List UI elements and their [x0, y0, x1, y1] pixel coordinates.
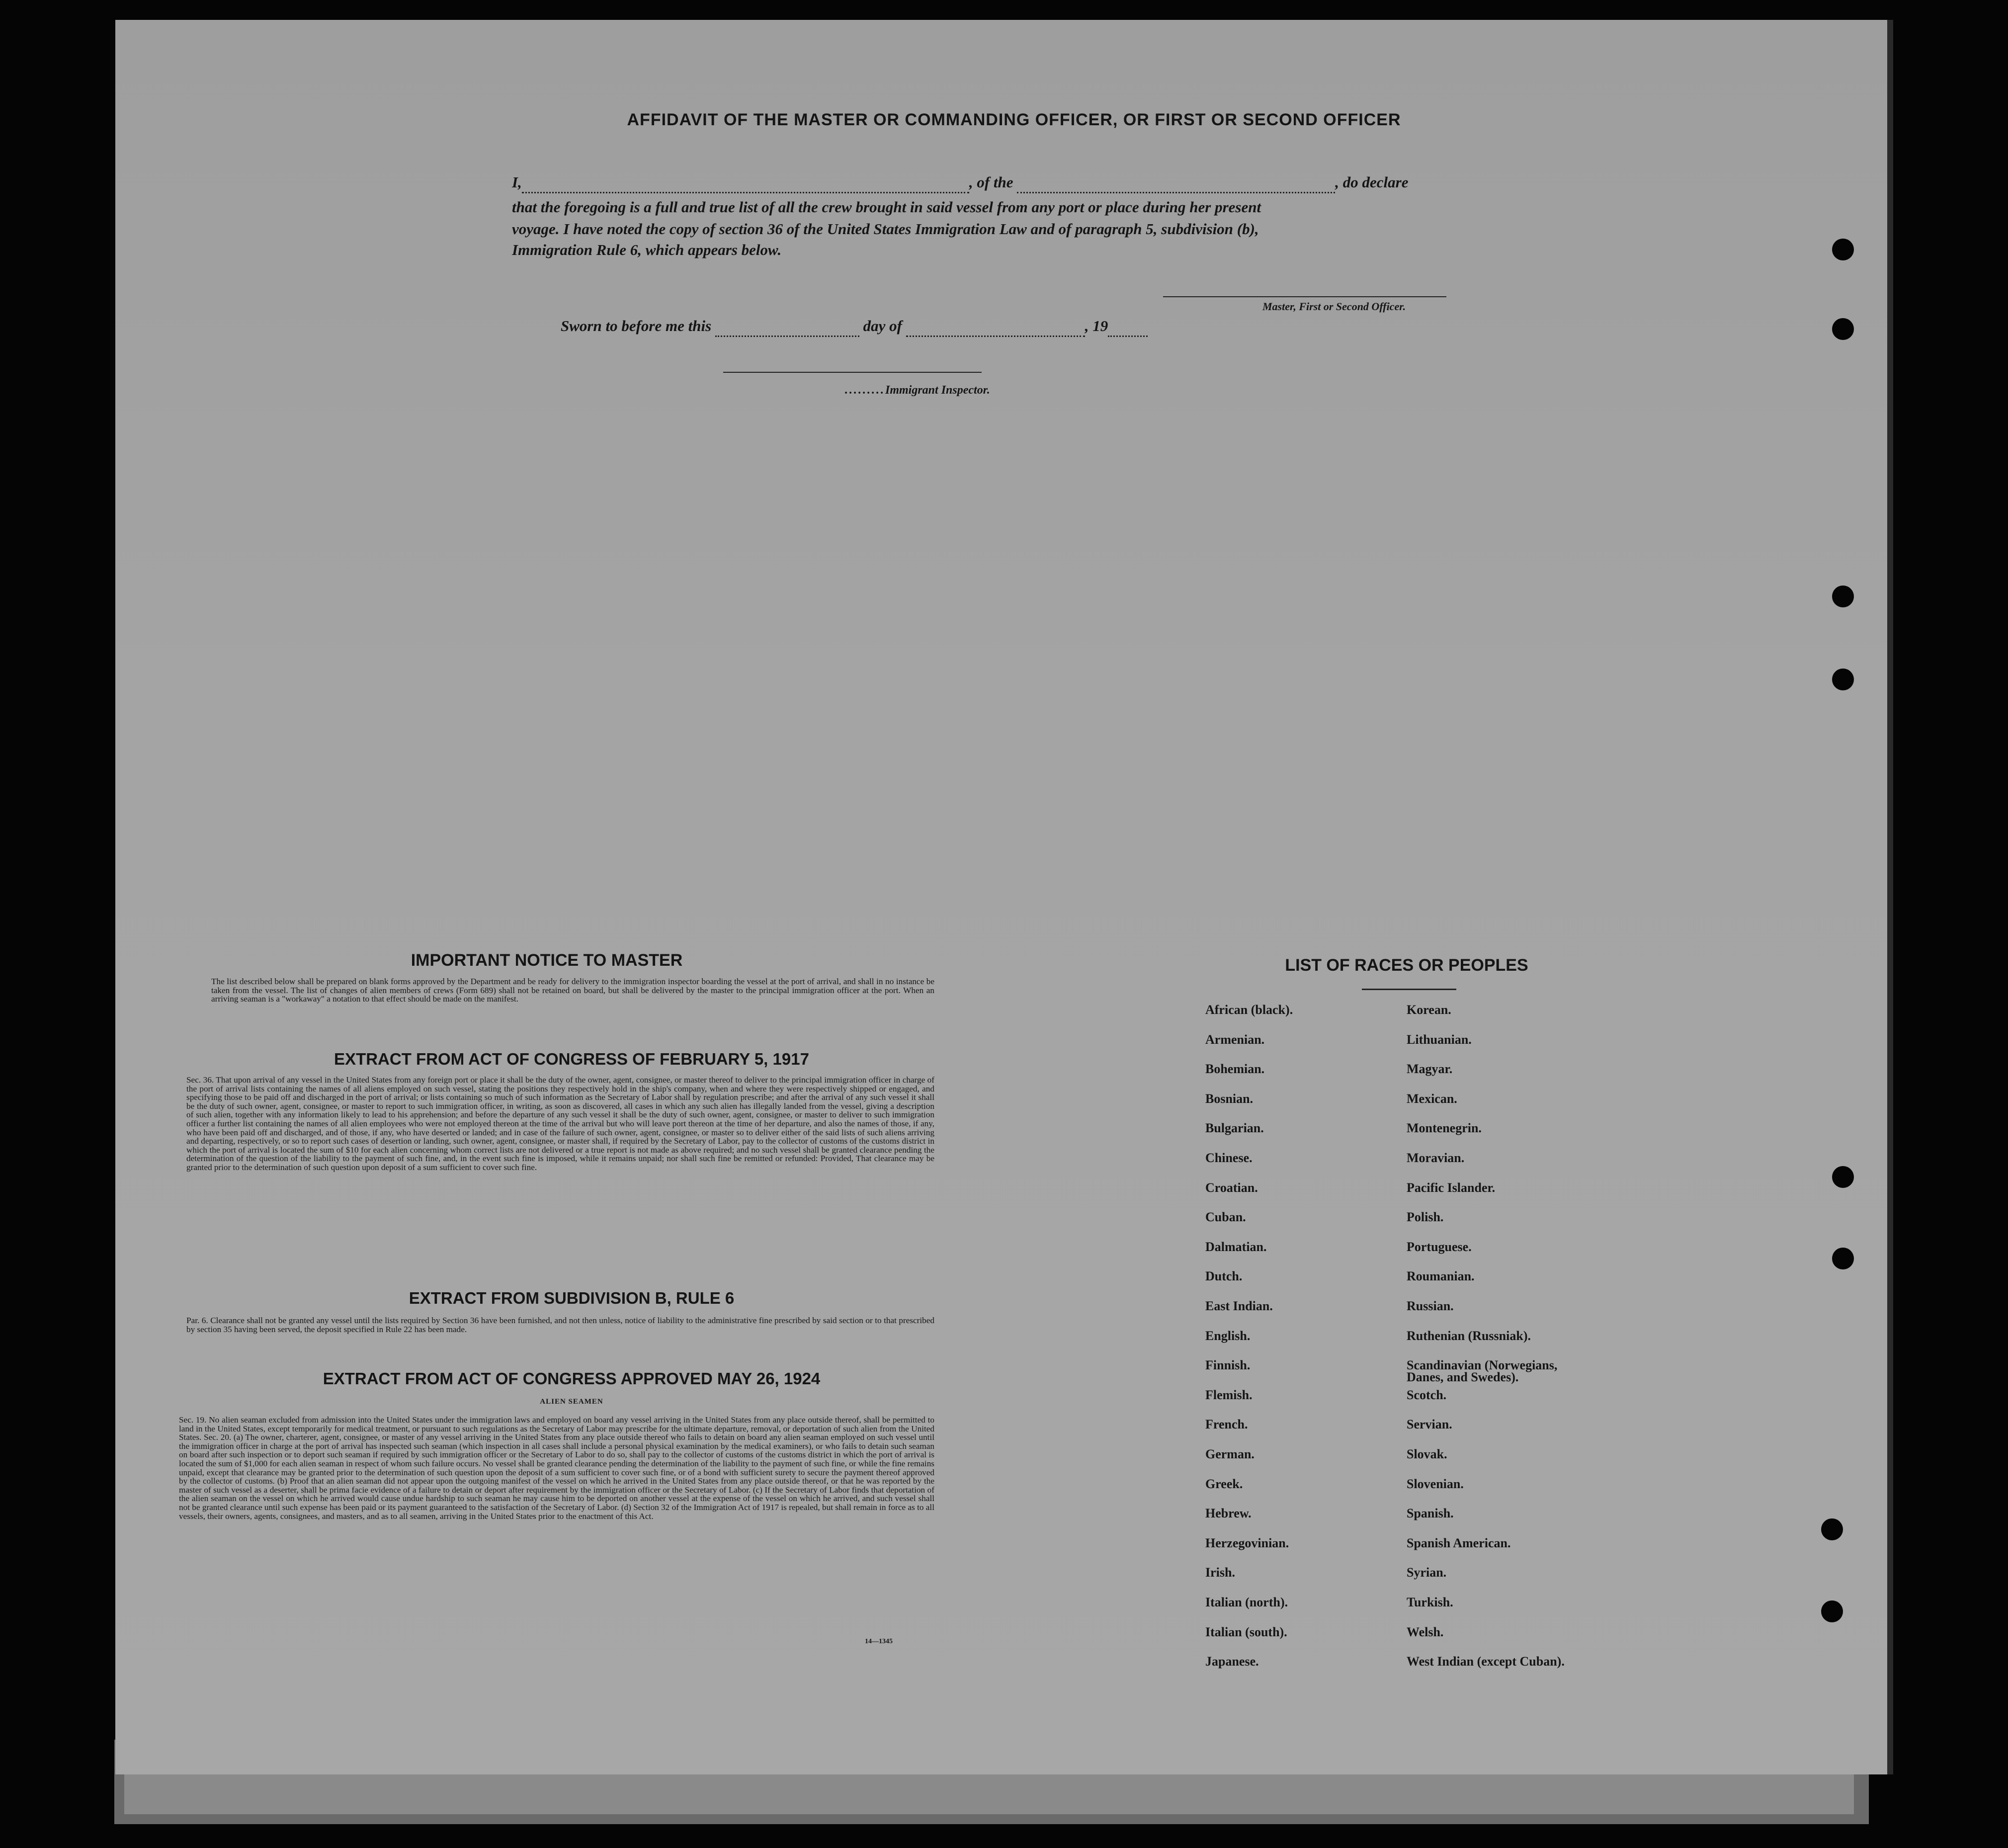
binder-hole	[1832, 239, 1854, 260]
master-signature-line[interactable]	[1163, 296, 1446, 297]
sworn-day-blank[interactable]	[715, 336, 859, 337]
race-item: East Indian.	[1205, 1299, 1273, 1313]
declaration-line-4: Immigration Rule 6, which appears below.	[512, 241, 782, 258]
race-item: Italian (south).	[1205, 1624, 1287, 1639]
race-item: Polish.	[1407, 1210, 1444, 1225]
race-item: Hebrew.	[1205, 1506, 1252, 1521]
race-item: French.	[1205, 1417, 1248, 1432]
binder-hole	[1832, 1166, 1854, 1188]
race-item: German.	[1205, 1447, 1255, 1461]
race-item: West Indian (except Cuban).	[1407, 1654, 1565, 1669]
race-item: Bosnian.	[1205, 1091, 1254, 1106]
binder-hole	[1832, 1248, 1854, 1269]
race-item: Pacific Islander.	[1407, 1180, 1496, 1195]
race-item: Mexican.	[1407, 1091, 1457, 1106]
race-item: Spanish.	[1407, 1506, 1454, 1521]
race-item: Bulgarian.	[1205, 1121, 1264, 1136]
race-item: Korean.	[1407, 1003, 1451, 1017]
race-item: Slovak.	[1407, 1447, 1447, 1461]
races-title-underline	[1362, 989, 1456, 990]
declaration-of-the: , of the	[969, 173, 1013, 191]
page-stack-edge-inner	[124, 1769, 1854, 1814]
vessel-blank[interactable]	[1017, 192, 1335, 193]
sworn-line	[561, 315, 1256, 337]
races-title: LIST OF RACES OR PEOPLES	[1285, 956, 1528, 975]
race-item: Scandinavian (Norwegians,	[1407, 1358, 1558, 1373]
race-item: Moravian.	[1407, 1151, 1465, 1165]
race-item: Magyar.	[1407, 1062, 1453, 1077]
sworn-day-label: day of	[863, 317, 902, 335]
race-item: Montenegrin.	[1407, 1121, 1482, 1136]
binder-hole	[1821, 1600, 1843, 1622]
race-item: Syrian.	[1407, 1565, 1447, 1580]
race-item: English.	[1205, 1328, 1251, 1343]
notice-title: IMPORTANT NOTICE TO MASTER	[411, 951, 683, 970]
race-item: Irish.	[1205, 1565, 1235, 1580]
race-item: Japanese.	[1205, 1654, 1259, 1669]
extract-1917-title: EXTRACT FROM ACT OF CONGRESS OF FEBRUARY 5, 1917	[334, 1050, 809, 1068]
race-item-continuation: Danes, and Swedes).	[1407, 1370, 1519, 1385]
declaration-line-2: that the foregoing is a full and true list of all the crew brought in said vessel from any port or place during her present	[512, 198, 1261, 216]
race-item: Cuban.	[1205, 1210, 1246, 1225]
race-item: Dutch.	[1205, 1269, 1243, 1284]
extract-rule6-text: Par. 6. Clearance shall not be granted any vessel until the lists required by Section 36 have been furnished, and not then unless, notice of liability to the administrative fine prescribed by said section or to that prescribed by section 35 having been served, the deposit specified in Rule 22 has been made.	[186, 1316, 934, 1334]
extract-1917-text: Sec. 36. That upon arrival of any vessel in the United States from any foreign port or place it shall be the duty of the owner, agent, consignee, or master thereof to deliver to the principal immigration officer in charge of the port of arrival lists containing the names of all aliens employed on such vessel, stating the positions they respectively hold in the ship's company, when and where they were respectively shipped or engaged, and specifying those to be paid off and discharged in the port of arrival; or lists containing so much of such information as the Secretary of Labor shall by regulation prescribe; and after the arrival of any such vessel it shall be the duty of such owner, agent, consignee, or master to report to such immigration officer, in writing, as soon as discovered, all cases in which any such alien has illegally landed from the vessel, giving a description of such alien, together with any information likely to lead to his apprehension; and before the departure of any such vessel it shall be the duty of such owner, agent, consignee, or master to deliver to such immigration officer a further list containing the names of all alien employees who were not employed thereon at the time of the arrival but who will leave port thereon at the time of her departure, and also the names of those, if any, who have been paid off and discharged, and of those, if any, who have deserted or landed; and in case of the failure of such owner, agent, consignee, or master so to deliver either of the said lists of such aliens arriving and departing, respectively, or so to report such cases of desertion or landing, such owner, agent, consignee, or master shall, if required by the Secretary of Labor, pay to the collector of customs of the customs district in which the port of arrival is located the sum of $10 for each alien concerning whom correct lists are not delivered or a true report is not made as above required; and no such vessel shall be granted clearance pending the determination of the question of the liability to the payment of such fine, and, in the event such fine is imposed, while it remains unpaid; nor shall such fine be remitted or refunded: Provided, That clearance may be granted prior to the determination of such question upon deposit of a sum sufficient to cover such fine.	[186, 1075, 934, 1172]
alien-seamen-subtitle: ALIEN SEAMEN	[540, 1398, 603, 1406]
declaration-line-3: voyage. I have noted the copy of section 36 of the United States Immigration Law and of paragraph 5, subdivision (b),	[512, 220, 1259, 238]
sworn-label: Sworn to before me this	[561, 317, 712, 335]
race-item: Russian.	[1407, 1299, 1454, 1313]
race-item: Finnish.	[1205, 1358, 1251, 1373]
master-signature-label: Master, First or Second Officer.	[1262, 300, 1406, 313]
race-item: Roumanian.	[1407, 1269, 1475, 1284]
binder-hole	[1832, 669, 1854, 690]
page-right-edge	[1887, 20, 1893, 1774]
race-item: Flemish.	[1205, 1387, 1253, 1402]
sworn-month-blank[interactable]	[906, 336, 1085, 337]
inspector-label-text: Immigrant Inspector.	[885, 384, 990, 397]
race-item: Dalmatian.	[1205, 1239, 1267, 1254]
race-item: Spanish American.	[1407, 1535, 1511, 1550]
race-item: African (black).	[1205, 1003, 1293, 1017]
declaration-do-declare: , do declare	[1335, 173, 1409, 191]
form-number: 14—1345	[865, 1638, 893, 1645]
race-item: Lithuanian.	[1407, 1032, 1472, 1047]
sworn-year-label: , 19	[1085, 317, 1108, 335]
affidavit-title: AFFIDAVIT OF THE MASTER OR COMMANDING OFFICER, OR FIRST OR SECOND OFFICER	[627, 110, 1401, 129]
race-item: Chinese.	[1205, 1151, 1253, 1165]
race-item: Slovenian.	[1407, 1476, 1464, 1491]
race-item: Bohemian.	[1205, 1062, 1265, 1077]
notice-text: The list described below shall be prepared on blank forms approved by the Department and be ready for delivery to the immigration inspector boarding the vessel at the port of arrival, and shall in no instance be taken from the vessel. The list of changes of alien members of crews (Form 689) shall not be retained on board, but shall be delivered by the master to the principal immigration officer at the port. When an arriving seaman is a "workaway" a notation to that effect should be made on the manifest.	[211, 977, 934, 1004]
race-item: Italian (north).	[1205, 1595, 1288, 1609]
extract-rule6-title: EXTRACT FROM SUBDIVISION B, RULE 6	[409, 1289, 735, 1307]
inspector-signature-line[interactable]	[723, 372, 982, 373]
race-item: Welsh.	[1407, 1624, 1444, 1639]
inspector-signature-label: .........Immigrant Inspector.	[845, 384, 990, 397]
name-blank[interactable]	[522, 192, 969, 193]
race-item: Servian.	[1407, 1417, 1452, 1432]
sworn-year-blank[interactable]	[1108, 336, 1148, 337]
race-item: Scotch.	[1407, 1387, 1447, 1402]
race-item: Herzegovinian.	[1205, 1535, 1289, 1550]
extract-1924-title: EXTRACT FROM ACT OF CONGRESS APPROVED MAY 26, 1924	[323, 1369, 821, 1388]
binder-hole	[1832, 586, 1854, 607]
race-item: Ruthenian (Russniak).	[1407, 1328, 1531, 1343]
declaration-i: I,	[512, 173, 522, 191]
binder-hole	[1832, 318, 1854, 340]
race-item: Croatian.	[1205, 1180, 1258, 1195]
race-item: Portuguese.	[1407, 1239, 1472, 1254]
race-item: Armenian.	[1205, 1032, 1265, 1047]
extract-1924-text: Sec. 19. No alien seaman excluded from admission into the United States under the immigration laws and employed on board any vessel arriving in the United States from any place outside thereof, shall be permitted to land in the United States, except temporarily for medical treatment, or pursuant to such regulations as the Secretary of Labor may prescribe for the ultimate departure, removal, or deportation of such alien from the United States. Sec. 20. (a) The owner, charterer, agent, consignee, or master of any vessel arriving in the United States from any place outside thereof who fails to detain on board any alien seaman employed on such vessel until the immigration officer in charge at the port of arrival has inspected such seaman (which inspection in all cases shall include a personal physical examination by the medical examiners), or who fails to detain such seaman on board after such inspection or to deport such seaman if required by such immigration officer or the Secretary of Labor to do so, shall pay to the collector of customs of the customs district in which the port of arrival is located the sum of $1,000 for each alien seaman in respect of whom such failure occurs. No vessel shall be granted clearance pending the determination of the liability to the payment of such fine, or while the fine remains unpaid, except that clearance may be granted prior to the determination of such question upon the deposit of a sum sufficient to cover such fine, or of a bond with sufficient surety to secure the payment thereof approved by the collector of customs. (b) Proof that an alien seaman did not appear upon the outgoing manifest of the vessel on which he arrived in the United States from any place outside thereof, or that he was reported by the master of such vessel as a deserter, shall be prima facie evidence of a failure to detain or deport after requirement by the immigration officer or the Secretary of Labor. (c) If the Secretary of Labor finds that deportation of the alien seaman on the vessel on which he arrived would cause undue hardship to such seaman he may cause him to be deported on another vessel at the expense of the vessel on which he arrived, and such vessel shall not be granted clearance until such expense has been paid or its payment guaranteed to the satisfaction of the Secretary of Labor. (d) Section 32 of the Immigration Act of 1917 is repealed, but shall remain in force as to all vessels, their owners, agents, consignees, and masters, and as to all seamen, arriving in the United States prior to the enactment of this Act.	[179, 1415, 934, 1521]
race-item: Greek.	[1205, 1476, 1243, 1491]
binder-hole	[1821, 1518, 1843, 1540]
race-item: Turkish.	[1407, 1595, 1453, 1609]
declaration-line-1	[512, 171, 1496, 193]
